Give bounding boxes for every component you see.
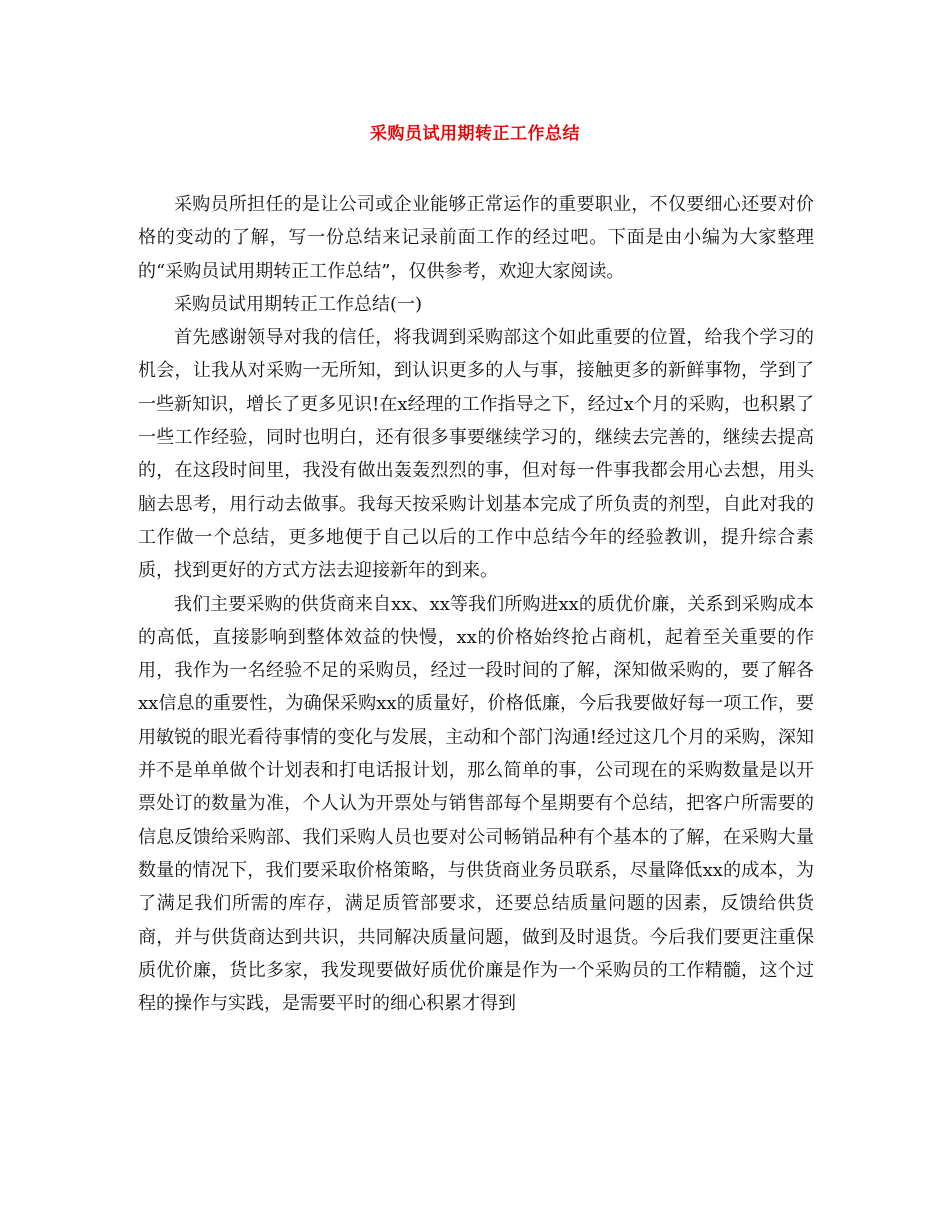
body-paragraph: 首先感谢领导对我的信任，将我调到采购部这个如此重要的位置，给我个学习的机会，让我从对采购一无所知，到认识更多的人与事，接触更多的新鲜事物，学到了一些新知识，增长了更多见识!在x经理的工作指导之下，经过x个月的采购，也积累了一些工作经验，同时也明白，还有很多事要继续学习的，继续去完善的，继续去提高的，在这段时间里，我没有做出轰轰烈烈的事，但对每一件事我都会用心去想，用头脑去思考，用行动去做事。我每天按采购计划基本完成了所负责的剂型，自此对我的工作做一个总结，更多地便于自己以后的工作中总结今年的经验教训，提升综合素质，找到更好的方式方法去迎接新年的到来。 (138, 327, 814, 582)
document-title: 采购员试用期转正工作总结 (370, 124, 580, 144)
body-paragraph: 我们主要采购的供货商来自xx、xx等我们所购进xx的质优价廉，关系到采购成本的高低，直接影响到整体效益的快慢，xx的价格始终抢占商机，起着至关重要的作用，我作为一名经验不足的采购员，经过一段时间的了解，深知做采购的，要了解各xx信息的重要性，为确保采购xx的质量好，价格低廉，今后我要做好每一项工作，要用敏锐的眼光看待事情的变化与发展，主动和个部门沟通!经过这几个月的采购，深知并不是单单做个计划表和打电话报计划，那么简单的事，公司现在的采购数量是以开票处订的数量为准，个人认为开票处与销售部每个星期要有个总结，把客户所需要的信息反馈给采购部、我们采购人员也要对公司畅销品种有个基本的了解，在采购大量数量的情况下，我们要采取价格策略，与供货商业务员联系，尽量降低xx的成本，为了满足我们所需的库存，满足质管部要求，还要总结质量问题的因素，反馈给供货商，并与供货商达到共识，共同解决质量问题，做到及时退货。今后我们要更注重保质优价廉，货比多家，我发现要做好质优价廉是作为一个采购员的工作精髓，这个过程的操作与实践，是需要平时的细心积累才得到 (138, 593, 814, 1015)
section-heading: 采购员试用期转正工作总结(一) (174, 293, 423, 315)
intro-paragraph: 采购员所担任的是让公司或企业能够正常运作的重要职业，不仅要细心还要对价格的变动的了解，写一份总结来记录前面工作的经过吧。下面是由小编为大家整理的“采购员试用期转正工作总结”，仅供参考，欢迎大家阅读。 (138, 194, 814, 282)
document-body (138, 188, 814, 1020)
